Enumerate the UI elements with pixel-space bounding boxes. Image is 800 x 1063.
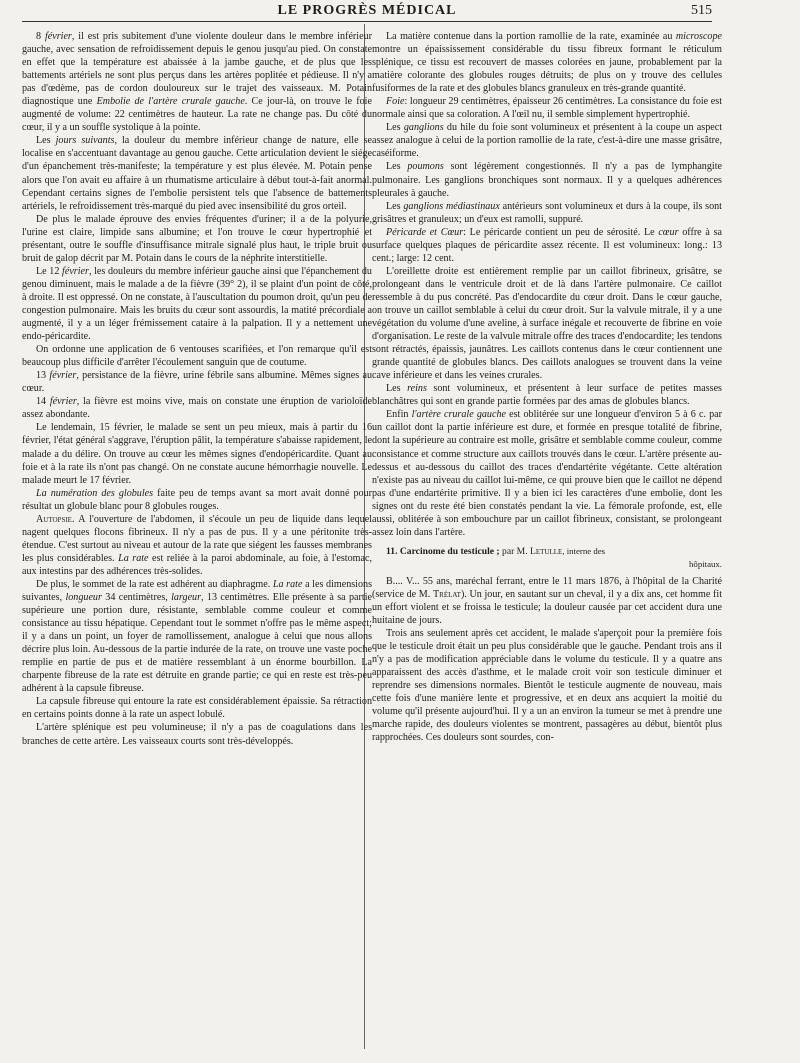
page-header [22,2,712,20]
paragraph [22,213,372,265]
text-run: L'oreillette droite est entièrement remplie par un caillot fibrineux, grisâtre, se prolongeant dans le ventricule droit et de là dans l'artère pulmonaire. Ce caillot ressemble à du pus concrété. Pas d'endocardite du cœur droit. Dans le cœur gauche, on trouve un caillot semblable à celui du cœur droit. Sur la valvule mitrale, il y a une végétation du volume d'une aveline, à surface inégale et recouverte de fibrine en voie d'organisation. Le reste de la valvule mitrale offre des traces d'endocardite; les tendons sont rétractés, épaissis, jaunâtres. Les caillots contenus dans le cœur contiennent une grande quantité de globules blancs. Des caillots analogues se trouvent dans la veine cave inférieure et dans les veines crurales. [372,265,722,382]
text-run: antérieurs sont volumineux et durs à la coupe, ils sont grisâtres et granuleux; un d'eux est ramolli, suppuré. [372,200,722,225]
text-run: 13 [36,370,50,382]
text-run: Trois ans seulement après cet accident, le malade s'aperçoit pour la première fois que le testicule droit était un peu plus considérable que le gauche. Pendant trois ans il n'y a pas de modification appréciable dans le volume du testicule. Il y a quatre ans apparaissent des accès d'asthme, et le malade croit voir son testicule diminuer et reprendre ses dimensions normales. Bientôt le testicule augmente de nouveau, mais cette fois d'une manière lente et progressive, et en deux ans acquiert la moitié du volume qu'il présente aujourd'hui. Il y a un an environ la tumeur se met à prendre une marche rapide, des douleurs violentes se montrent, passagères au début, bientôt plus rapprochées. Ces douleurs sont sourdes, con- [372,628,722,744]
paragraph [372,265,722,382]
paragraph [22,487,372,513]
text-run: 14 [36,396,50,408]
text-run: Enfin [386,409,412,421]
italic-text: longueur [65,592,102,604]
text-run: , les douleurs du membre inférieur gauche ainsi que l'épanchement du genou diminuent, mais le malade a de la fièvre (39° 2), il se plaint d'un point de côté, à droite. Il est oppressé. On ne constate, à l'auscultation du poumon droit, qu'un peu de congestion pulmonaire. Mais les bruits du cœur sont assourdis, la matité précordiale a augmenté, il y a un léger frémissement cataire à la palpation. Il y a nettement une endo-péricardite. [22,265,372,343]
text-run: , la fièvre est moins vive, mais on constate une éruption de varioloïde assez abondante. [22,396,372,421]
section-title: Carcinome du testicule [399,545,495,557]
small-caps-text: Autopsie [36,513,72,525]
paragraph [22,578,372,695]
italic-text: jours suivants [55,135,115,147]
paragraph [372,226,722,265]
text-run: , il est pris subitement d'une violente douleur dans le membre inférieur gauche, avec sensation de refroidissement depuis le genou jusqu'au pied. On constate en effet que la température est abaissée à la jambe gauche, et de plus que les battements artériels ne sont plus perçus dans les artères poplitée et pédieuse. Il n'y a pas d'œdème, pas de cordon douloureux sur le trajet des vaisseaux. M. Potain diagnostique une [22,31,372,108]
italic-text: Foie [386,96,405,108]
page-number: 515 [691,3,712,18]
text-run: est oblitérée sur une longueur d'environ 5 à 6 c. par un caillot dont la partie inférieure est dure, et formée en presque totalité de fibrine, dont la supérieure au contraire est molle, grisâtre et semblable comme couleur, comme consistance et comme structure aux caillots trouvés dans le cœur. L'artère présente au-dessus et au-dessous du caillot des traces d'endartérite végétante. Cette altération n'existe pas au niveau du caillot lui-même, ce qui prouve bien que le caillot ne dépend pas d'une endartérite primitive. Il y a bien ici les caractères d'une embolie, dont les signes ont du reste été bien constatés pendant la vie. La fémorale profonde, est, elle aussi, oblitérée à son embouchure par un caillot fibrineux, consistant, se prolongeant assez loin dans l'artère. [372,409,723,538]
text-run: , persistance de la fièvre, urine fébrile sans albumine. Mêmes signes au cœur. [22,370,372,395]
paragraph [372,408,722,538]
paragraph [22,513,372,578]
italic-text: février [49,370,77,382]
text-run: est reliée à la paroi abdominale, au foie, à l'estomac, aux intestins par des adhérences très-solides. [22,552,372,577]
paragraph [372,200,722,226]
text-run: a les dimensions suivantes, [22,578,372,604]
text-run: La capsule fibreuse qui entoure la rate est considérablement épaissie. Sa rétraction en certains points donne à la rate un aspect lobulé. [22,696,372,721]
text-run: 8 [36,31,45,42]
paragraph [22,369,372,395]
text-run: , 13 centimètres. Elle présente à sa partie supérieure une portion dure, résistante, semblable comme couleur et comme consistance au tissu hépatique. Cependant tout le sommet n'offre pas le même aspect; il y a dans un point, un foyer de ramollissement, analogue à celui que nous allons décrire plus loin. Au-dessous de la partie indurée de la rate, on trouve une vaste poche remplie en partie de pus et de matière ressemblant à un énorme bourbillon. La charpente fibreuse de la rate est détruite en grande partie; ce qui en reste est très-peu adhérent à la capsule fibreuse. [22,592,372,695]
text-run: Le lendemain, 15 février, le malade se sent un peu mieux, mais à partir du 16 février, l'état général s'aggrave, l'éruption pâlit, la température s'abaisse rapidement, le malade a du délire. On trouve au cœur les mêmes signes d'endopéricardite. Quant au foie et à la rate ils n'ont pas changé. On ne constate aucune hémorrhagie nouvelle. Le malade meurt le 17 février. [22,422,372,486]
text-run: Le 12 [36,265,63,277]
italic-text: ganglions [403,122,444,134]
left-column [22,30,372,748]
italic-text: La rate [272,578,303,590]
small-caps-text: Trélat [432,588,461,600]
italic-text: Embolie de l'artère crurale gauche [96,96,245,108]
italic-text: cœur [658,226,679,238]
author-affiliation: , interne des [562,545,606,556]
running-title: LE PROGRÈS MÉDICAL [277,3,457,18]
text-run: On ordonne une application de 6 ventouses scarifiées, et l'on remarque qu'il est beaucoup plus difficile d'arrêter l'écoulement sanguin que de coutume. [22,344,372,369]
paragraph [22,30,372,134]
italic-text: poumons [407,161,444,173]
section-number: 11. [386,545,398,557]
italic-text: La numération des globules [36,487,154,499]
paragraph [372,121,722,160]
paragraph [22,721,372,747]
paragraph [22,395,372,421]
header-rule [22,21,712,22]
paragraph [22,265,372,343]
text-run: La matière contenue dans la portion ramollie de la rate, examinée au [386,31,676,42]
italic-text: l'artère crurale gauche [411,409,506,421]
text-run: montre un épaississement considérable du tissu fibreux formant le réticulum splénique, ce tissu est recouvert de masses colorées en jaune, probablement par la matière colorante des globules rouges détruits; de plus on y trouve des cellules fusiformes de la rate et des globules blancs granuleux en très-grande quantité. [372,44,722,95]
paragraph [22,134,372,212]
italic-text: février [49,396,77,408]
text-run: , la douleur du membre inférieur change de nature, elle se localise en s'accentuant davantage au genou gauche. Cette articulation devient le siége d'un épanchement très-manifeste; la température y est plus élevée. M. Potain pense alors que l'on avait eu affaire à un rhumatisme articulaire à début tout-à-fait anormal. Cependant certains signes de l'embolie persistent tels que l'absence de battements artériels, le refroidissement très-marqué du pied avec insensibilité du gros orteil. [22,135,372,212]
author-prefix: par M. [502,545,528,557]
text-run: Les [386,383,408,395]
text-run: Les [386,200,404,212]
text-run: 34 centimètres, [101,592,172,604]
italic-text: Péricarde et Cœur [386,226,464,238]
right-column-bottom [372,575,722,745]
text-run: . Ce jour-là, on trouve le foie augmenté de volume: 22 centimètres de hauteur. La rate ne change pas. Du côté du cœur, il y a un souffle systolique à la pointe. [22,96,372,134]
text-run: Les [386,122,404,134]
italic-text: février [44,31,72,42]
text-run: De plus, le sommet de la rate est adhérent au diaphragme. [36,578,273,590]
author-affiliation-2: hôpitaux. [689,558,722,569]
paragraph [372,30,722,95]
text-run: offre à sa surface quelques plaques de péricardite assez récente. Il est volumineux: long.: 13 cent.; large: 12 cent. [372,226,722,264]
text-run: B.... V... 55 ans, maréchal ferrant, entre le 11 mars 1876, à l'hôpital de la Charité (service de M. [372,575,722,600]
text-run: du hile du foie sont volumineux et présentent à la coupe un aspect assez analogue à celui de la portion ramollie de la rate, c'est-à-dire une masse grisâtre, caséiforme. [372,122,722,160]
text-run: faite peu de temps avant sa mort avait donné pour résultat un globule blanc pour 8 globules rouges. [22,487,372,512]
section-author: Letulle [530,545,563,557]
paragraph [372,382,722,408]
paragraph [372,95,722,121]
paragraph [372,627,722,744]
text-run: Les [386,161,408,173]
text-run: sont légèrement congestionnés. Il n'y a pas de lymphangite pulmonaire. Les ganglions bronchiques sont normaux. Il y a quelques adhérences pleurales à gauche. [372,161,722,199]
paragraph [22,695,372,721]
paragraph [372,160,722,199]
text-run: . A l'ouverture de l'abdomen, il s'écoule un peu de liquide dans lequel nagent quelques flocons fibrineux. Il n'y a pas de pus. Il y a une péritonite très-étendue. C'est surtout au niveau et autour de la rate que siégent les fausses membranes les plus considérables. [22,513,372,564]
right-column-top [372,30,722,539]
text-run: : Le péricarde contient un peu de sérosité. Le [463,226,659,238]
italic-text: largeur [171,592,202,604]
text-run: L'artère splénique est peu volumineuse; il n'y a pas de coagulations dans les branches de cette artère. Les vaisseaux courts sont très-développés. [22,722,372,747]
right-column [372,30,722,745]
text-run: ). Un jour, en sautant sur un cheval, il y a dix ans, cet homme fit un effort violent et se froissa le testicule; la douleur causée par cet accident dura une huitaine de jours. [372,588,722,627]
paragraph [22,421,372,486]
italic-text: reins [407,383,427,395]
paragraph [372,575,722,627]
text-run: Les [36,135,56,147]
text-run: : longueur 29 centimètres, épaisseur 26 centimètres. La consistance du foie est normale ainsi que sa coloration. A l'œil nu, il semble simplement hypertrophié. [372,96,722,121]
italic-text: La rate [118,552,149,564]
italic-text: février [62,265,89,277]
section-heading: 11. Carcinome du testicule ; par M. Letulle, interne des hôpitaux. [372,545,722,571]
text-run: De plus le malade éprouve des envies fréquentes d'uriner; il a de la polyurie, l'urine est claire, limpide sans albumine; et l'on trouve le cœur hypertrophié et présentant, outre le souffle d'insuffisance mitrale signalé plus haut, le triple bruit ou bruit de galop décrit par M. Potain dans le cours de la néphrite interstitielle. [22,213,372,264]
italic-text: microscope [675,31,722,42]
italic-text: ganglions médiastinaux [403,200,500,212]
paragraph [22,343,372,369]
text-run: sont volumineux, et présentent à leur surface de petites masses blanchâtres qui sont en grande partie formées par des amas de globules blancs. [372,383,722,408]
